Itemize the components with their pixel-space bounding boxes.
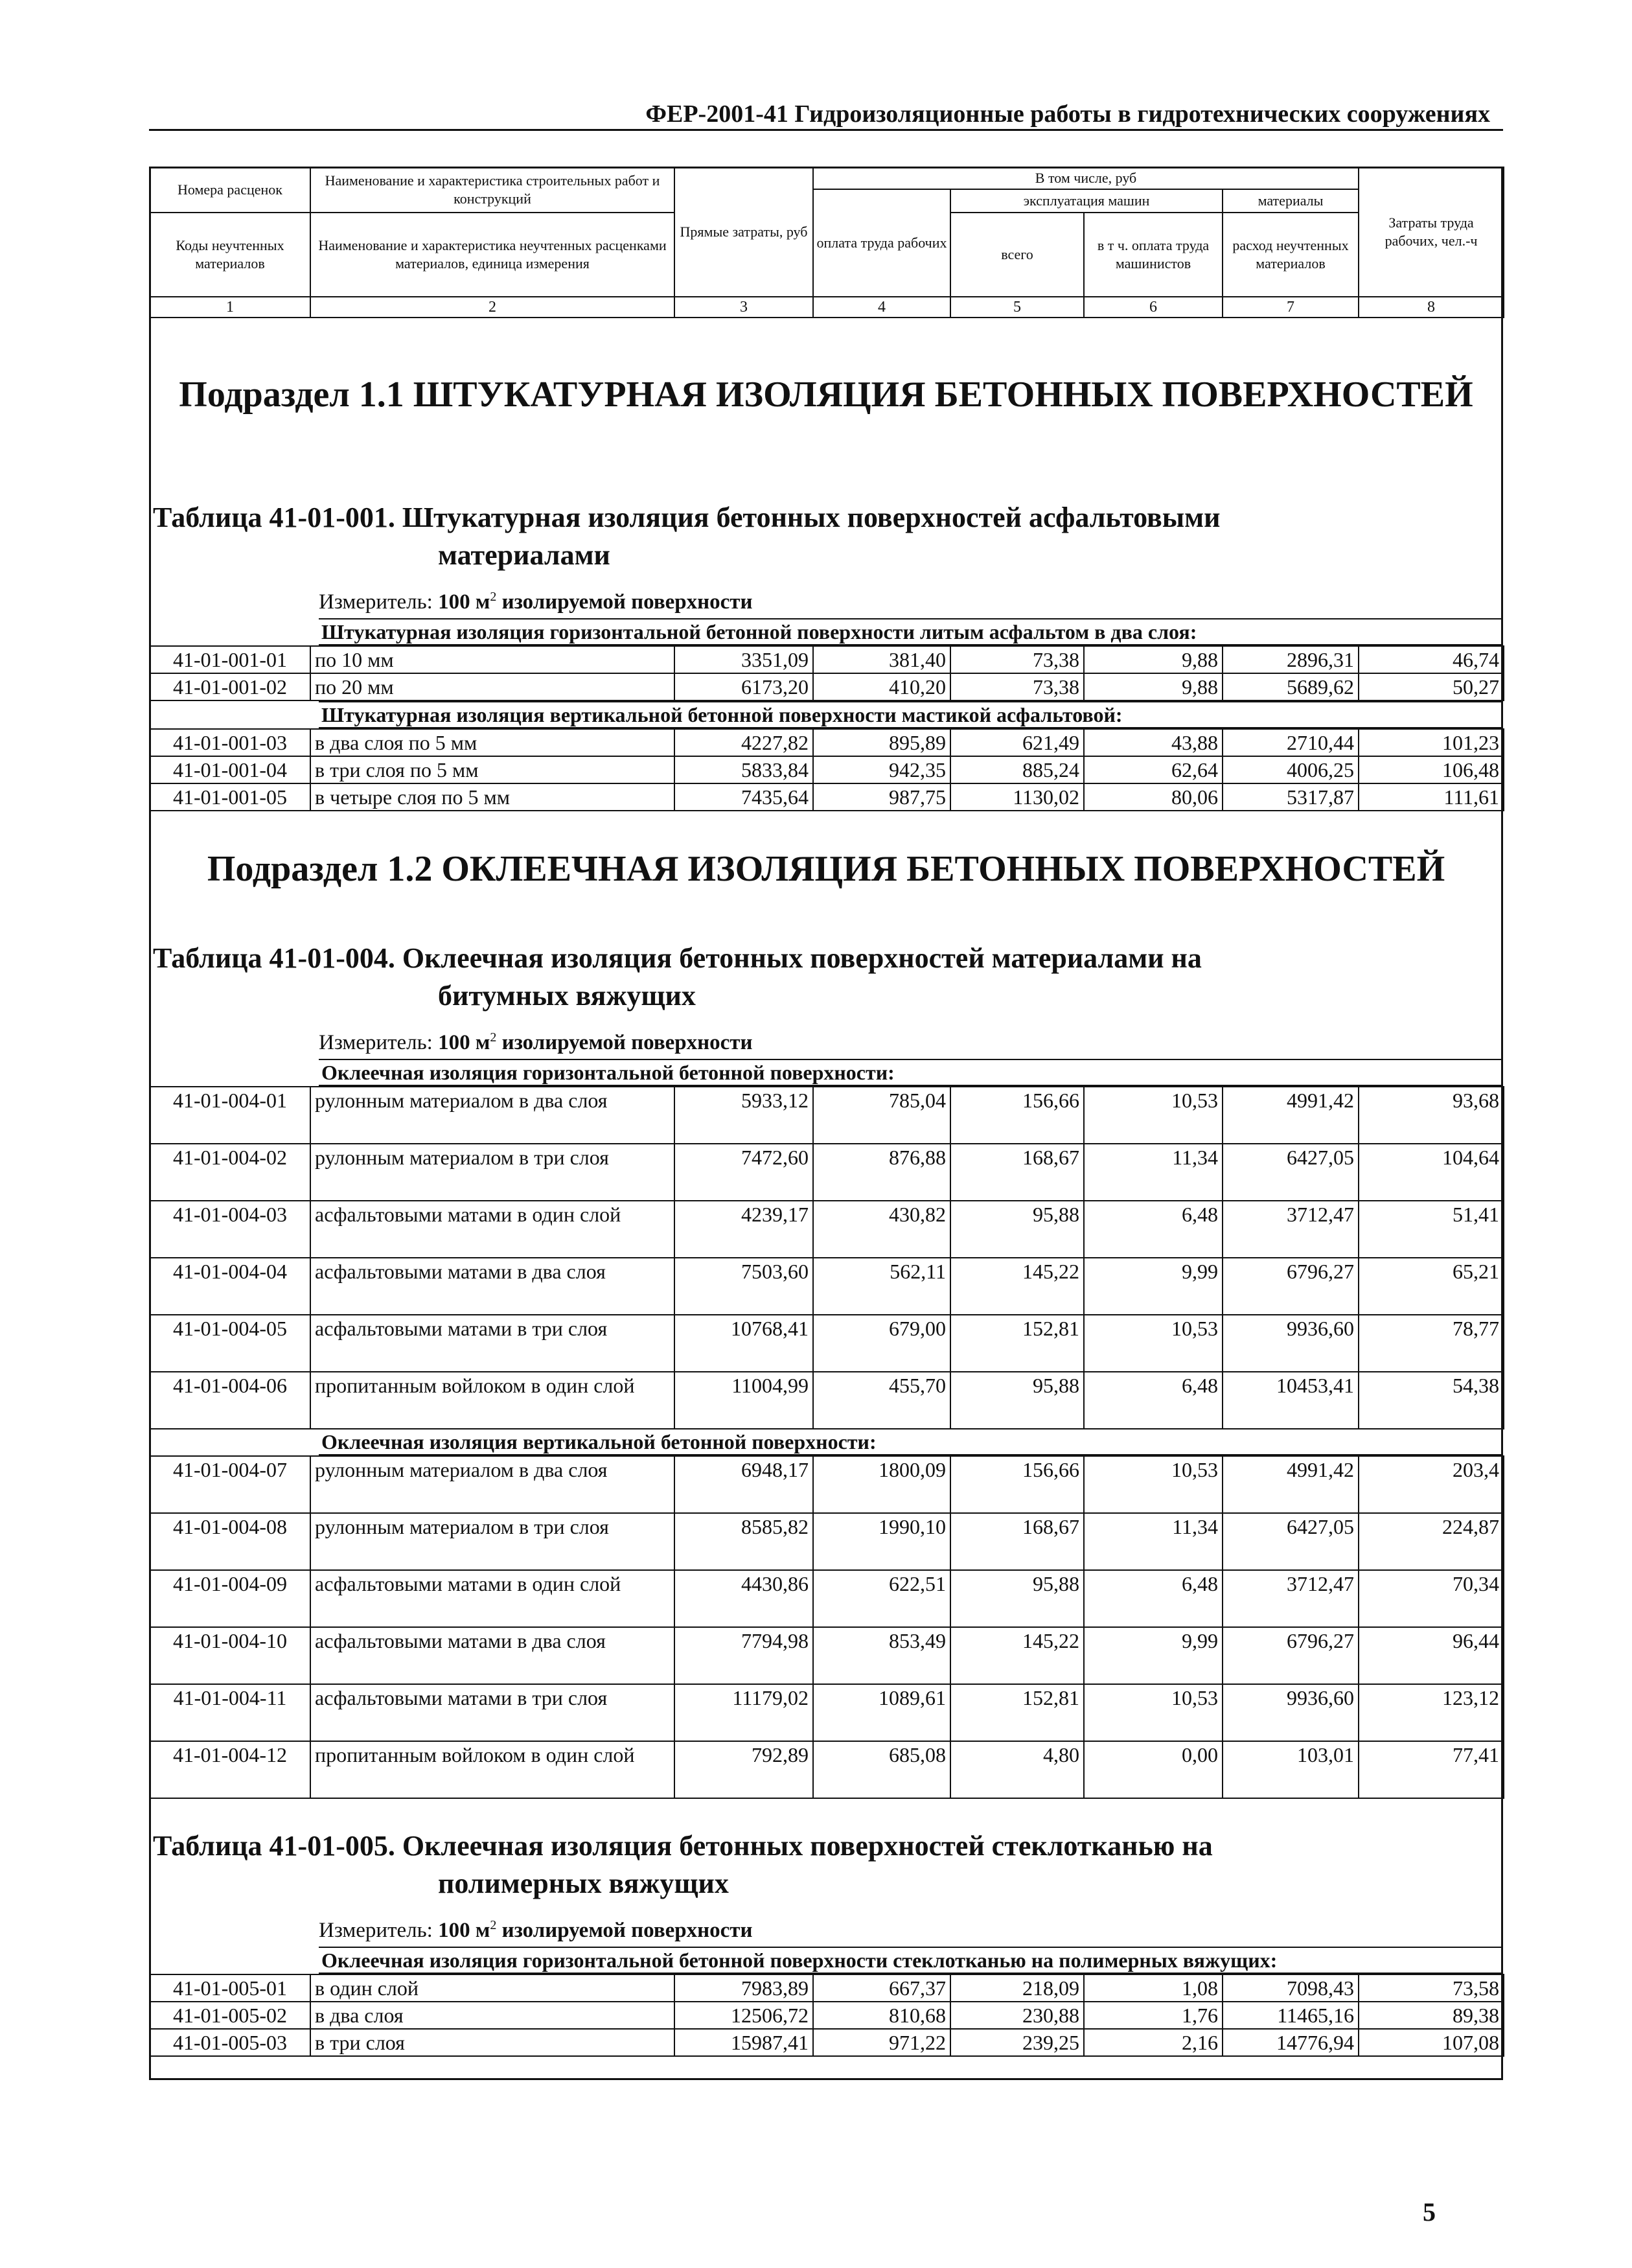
work-name-cell: по 20 мм [310,673,674,700]
value-cell-c5: 1130,02 [950,783,1084,811]
work-name-cell: в два слоя по 5 мм [310,729,674,756]
rate-code-cell: 41-01-004-02 [150,1144,310,1201]
value-cell-c4: 971,22 [813,2029,950,2056]
value-cell-c6: 6,48 [1084,1372,1223,1429]
work-name-cell: в три слоя [310,2029,674,2056]
value-cell-c8: 101,23 [1359,729,1504,756]
value-cell-c6: 0,00 [1084,1741,1223,1798]
subheading: Штукатурная изоляция горизонтальной бетонной поверхности литым асфальтом в два слоя: [319,618,1503,645]
value-cell-c8: 203,4 [1359,1456,1504,1513]
table-row [150,783,1504,811]
measure-value: 100 м [438,1919,490,1942]
value-cell-c6: 6,48 [1084,1570,1223,1627]
value-cell-c7: 9936,60 [1223,1315,1359,1372]
rate-code-cell: 41-01-001-01 [150,646,310,673]
value-cell-c5: 218,09 [950,1974,1084,2002]
rates-table [149,1974,1504,2057]
rate-code-cell: 41-01-001-02 [150,673,310,700]
measure-rest: изолируемой поверхности [496,590,753,614]
col-2-bottom-label: Наименование и характеристика неучтенных расценками материалов, единица измерения [310,213,674,297]
rate-code-cell: 41-01-004-03 [150,1201,310,1258]
value-cell-c8: 96,44 [1359,1627,1504,1684]
table-row [150,756,1504,783]
value-cell-c5: 4,80 [950,1741,1084,1798]
value-cell-c4: 853,49 [813,1627,950,1684]
value-cell-c6: 10,53 [1084,1087,1223,1144]
measure-prefix: Измеритель: [319,1919,439,1942]
value-cell-c5: 885,24 [950,756,1084,783]
value-cell-c6: 9,88 [1084,673,1223,700]
table-row [150,729,1504,756]
rate-code-cell: 41-01-005-01 [150,1974,310,2002]
col-number: 4 [813,297,950,318]
measure-prefix: Измеритель: [319,1031,439,1054]
value-cell-c8: 65,21 [1359,1258,1504,1315]
table-row [150,2029,1504,2056]
value-cell-c3: 11004,99 [674,1372,813,1429]
table-row [150,1741,1504,1798]
value-cell-c3: 4227,82 [674,729,813,756]
value-cell-c3: 6948,17 [674,1456,813,1513]
value-cell-c7: 4991,42 [1223,1456,1359,1513]
col-8-label: Затраты труда рабочих, чел.-ч [1359,167,1504,297]
value-cell-c6: 6,48 [1084,1201,1223,1258]
table-title-line-1: Таблица 41-01-004. Оклеечная изоляция бетонных поверхностей материалами на [153,942,1202,974]
col-2-top-label: Наименование и характеристика строительных работ и конструкций [310,167,674,213]
value-cell-c8: 123,12 [1359,1684,1504,1741]
value-cell-c4: 381,40 [813,646,950,673]
col-5-label: всего [950,213,1084,297]
table-row [150,1258,1504,1315]
work-name-cell: асфальтовыми матами в один слой [310,1201,674,1258]
value-cell-c6: 11,34 [1084,1144,1223,1201]
value-cell-c7: 6796,27 [1223,1627,1359,1684]
measure-rest: изолируемой поверхности [496,1031,753,1054]
col-7-label: расход неучтенных материалов [1223,213,1359,297]
value-cell-c6: 11,34 [1084,1513,1223,1570]
value-cell-c3: 8585,82 [674,1513,813,1570]
measure-unit [319,1918,753,1943]
value-cell-c7: 3712,47 [1223,1201,1359,1258]
work-name-cell: асфальтовыми матами в один слой [310,1570,674,1627]
subheading: Штукатурная изоляция вертикальной бетонной поверхности мастикой асфальтовой: [319,701,1503,728]
value-cell-c6: 43,88 [1084,729,1223,756]
value-cell-c3: 7794,98 [674,1627,813,1684]
rate-code-cell: 41-01-001-05 [150,783,310,811]
value-cell-c7: 5689,62 [1223,673,1359,700]
materials-header-label: материалы [1223,189,1359,213]
value-cell-c6: 2,16 [1084,2029,1223,2056]
value-cell-c7: 11465,16 [1223,2002,1359,2029]
subheading: Оклеечная изоляция вертикальной бетонной поверхности: [319,1428,1503,1455]
value-cell-c6: 80,06 [1084,783,1223,811]
col-3-label: Прямые затраты, руб [674,167,813,297]
work-name-cell: асфальтовыми матами в три слоя [310,1315,674,1372]
value-cell-c4: 987,75 [813,783,950,811]
value-cell-c3: 4239,17 [674,1201,813,1258]
measure-prefix: Измеритель: [319,590,439,614]
value-cell-c6: 10,53 [1084,1684,1223,1741]
value-cell-c8: 106,48 [1359,756,1504,783]
work-name-cell: пропитанным войлоком в один слой [310,1372,674,1429]
value-cell-c8: 51,41 [1359,1201,1504,1258]
table-41-01-001-title [153,499,1500,574]
col-number: 2 [310,297,674,318]
subheading: Оклеечная изоляция горизонтальной бетонной поверхности: [319,1059,1503,1086]
value-cell-c5: 156,66 [950,1456,1084,1513]
value-cell-c5: 621,49 [950,729,1084,756]
value-cell-c5: 95,88 [950,1570,1084,1627]
value-cell-c7: 103,01 [1223,1741,1359,1798]
table-title-line-1: Таблица 41-01-001. Штукатурная изоляция бетонных поверхностей асфальтовыми [153,502,1221,533]
value-cell-c5: 152,81 [950,1315,1084,1372]
value-cell-c5: 156,66 [950,1087,1084,1144]
group-header-label: В том числе, руб [813,167,1359,189]
subheading: Оклеечная изоляция горизонтальной бетонной поверхности стеклотканью на полимерных вяжущих: [319,1947,1503,1974]
value-cell-c4: 562,11 [813,1258,950,1315]
value-cell-c5: 145,22 [950,1627,1084,1684]
value-cell-c6: 62,64 [1084,756,1223,783]
work-name-cell: в четыре слоя по 5 мм [310,783,674,811]
table-row [150,1372,1504,1429]
work-name-cell: асфальтовыми матами в два слоя [310,1627,674,1684]
rate-code-cell: 41-01-004-12 [150,1741,310,1798]
rate-code-cell: 41-01-004-04 [150,1258,310,1315]
value-cell-c8: 50,27 [1359,673,1504,700]
value-cell-c3: 12506,72 [674,2002,813,2029]
work-name-cell: в три слоя по 5 мм [310,756,674,783]
value-cell-c8: 111,61 [1359,783,1504,811]
rate-code-cell: 41-01-005-03 [150,2029,310,2056]
value-cell-c7: 6796,27 [1223,1258,1359,1315]
value-cell-c4: 430,82 [813,1201,950,1258]
rate-code-cell: 41-01-004-11 [150,1684,310,1741]
value-cell-c5: 95,88 [950,1201,1084,1258]
value-cell-c7: 3712,47 [1223,1570,1359,1627]
rates-table [149,645,1504,701]
value-cell-c6: 1,76 [1084,2002,1223,2029]
value-cell-c7: 7098,43 [1223,1974,1359,2002]
value-cell-c6: 9,88 [1084,646,1223,673]
rate-code-cell: 41-01-004-08 [150,1513,310,1570]
value-cell-c5: 73,38 [950,673,1084,700]
value-cell-c4: 667,37 [813,1974,950,2002]
work-name-cell: рулонным материалом в три слоя [310,1513,674,1570]
value-cell-c3: 3351,09 [674,646,813,673]
value-cell-c6: 10,53 [1084,1456,1223,1513]
value-cell-c5: 168,67 [950,1513,1084,1570]
col-4-label: оплата труда рабочих [813,189,950,297]
value-cell-c3: 5933,12 [674,1087,813,1144]
value-cell-c3: 4430,86 [674,1570,813,1627]
col-number: 3 [674,297,813,318]
value-cell-c3: 10768,41 [674,1315,813,1372]
work-name-cell: рулонным материалом в два слоя [310,1087,674,1144]
value-cell-c4: 622,51 [813,1570,950,1627]
rates-table [149,1086,1504,1429]
rate-code-cell: 41-01-004-06 [150,1372,310,1429]
value-cell-c3: 792,89 [674,1741,813,1798]
table-row [150,1315,1504,1372]
value-cell-c7: 14776,94 [1223,2029,1359,2056]
section-1-2-title [149,848,1503,891]
value-cell-c4: 455,70 [813,1372,950,1429]
value-cell-c3: 11179,02 [674,1684,813,1741]
col-number: 5 [950,297,1084,318]
work-name-cell: по 10 мм [310,646,674,673]
value-cell-c3: 7983,89 [674,1974,813,2002]
value-cell-c5: 230,88 [950,2002,1084,2029]
value-cell-c4: 685,08 [813,1741,950,1798]
value-cell-c3: 15987,41 [674,2029,813,2056]
col-1-bottom-label: Коды неучтенных материалов [150,213,310,297]
value-cell-c8: 93,68 [1359,1087,1504,1144]
work-name-cell: в один слой [310,1974,674,2002]
table-title-line-2: битумных вяжущих [438,980,696,1012]
value-cell-c5: 152,81 [950,1684,1084,1741]
table-row [150,1087,1504,1144]
value-cell-c7: 4991,42 [1223,1087,1359,1144]
value-cell-c3: 7503,60 [674,1258,813,1315]
table-row [150,1974,1504,2002]
value-cell-c3: 6173,20 [674,673,813,700]
rate-code-cell: 41-01-004-09 [150,1570,310,1627]
rate-code-cell: 41-01-001-03 [150,729,310,756]
value-cell-c4: 1990,10 [813,1513,950,1570]
value-cell-c8: 70,34 [1359,1570,1504,1627]
value-cell-c6: 9,99 [1084,1258,1223,1315]
value-cell-c3: 7472,60 [674,1144,813,1201]
table-row [150,1570,1504,1627]
table-title-line-2: материалами [438,539,610,572]
value-cell-c7: 6427,05 [1223,1513,1359,1570]
table-row [150,1144,1504,1201]
value-cell-c5: 145,22 [950,1258,1084,1315]
table-row [150,646,1504,673]
table-row [150,1684,1504,1741]
measure-unit [319,1030,753,1055]
col-1-top-label: Номера расценок [150,167,310,213]
rate-code-cell: 41-01-004-07 [150,1456,310,1513]
rates-table [149,728,1504,811]
value-cell-c4: 810,68 [813,2002,950,2029]
value-cell-c6: 1,08 [1084,1974,1223,2002]
measure-sup: 2 [490,1030,497,1045]
value-cell-c3: 5833,84 [674,756,813,783]
value-cell-c8: 73,58 [1359,1974,1504,2002]
section-1-1-title [149,373,1503,417]
table-title-line-2: полимерных вяжущих [438,1868,729,1900]
value-cell-c4: 410,20 [813,673,950,700]
value-cell-c5: 168,67 [950,1144,1084,1201]
value-cell-c7: 5317,87 [1223,783,1359,811]
measure-sup: 2 [490,590,497,604]
table-row [150,2002,1504,2029]
measure-value: 100 м [438,1031,490,1054]
col-6-label: в т ч. оплата труда машинистов [1084,213,1223,297]
rate-code-cell: 41-01-004-05 [150,1315,310,1372]
value-cell-c6: 9,99 [1084,1627,1223,1684]
work-name-cell: пропитанным войлоком в один слой [310,1741,674,1798]
value-cell-c4: 942,35 [813,756,950,783]
work-name-cell: асфальтовыми матами в два слоя [310,1258,674,1315]
value-cell-c8: 77,41 [1359,1741,1504,1798]
machines-header-label: эксплуатация машин [950,189,1223,213]
value-cell-c4: 1800,09 [813,1456,950,1513]
section-1-1-title-text: Подраздел 1.1 ШТУКАТУРНАЯ ИЗОЛЯЦИЯ БЕТОННЫХ ПОВЕРХНОСТЕЙ [179,375,1473,415]
table-41-01-004-title [153,940,1500,1015]
value-cell-c5: 239,25 [950,2029,1084,2056]
value-cell-c3: 7435,64 [674,783,813,811]
measure-rest: изолируемой поверхности [496,1919,753,1942]
rate-code-cell: 41-01-005-02 [150,2002,310,2029]
measure-value: 100 м [438,590,490,614]
value-cell-c8: 107,08 [1359,2029,1504,2056]
value-cell-c4: 895,89 [813,729,950,756]
value-cell-c8: 46,74 [1359,646,1504,673]
value-cell-c7: 2896,31 [1223,646,1359,673]
work-name-cell: асфальтовыми матами в три слоя [310,1684,674,1741]
measure-sup: 2 [490,1918,497,1932]
measure-unit [319,590,753,614]
value-cell-c7: 9936,60 [1223,1684,1359,1741]
value-cell-c8: 89,38 [1359,2002,1504,2029]
table-row [150,1201,1504,1258]
value-cell-c4: 1089,61 [813,1684,950,1741]
value-cell-c7: 10453,41 [1223,1372,1359,1429]
col-number: 1 [150,297,310,318]
table-row [150,673,1504,700]
col-number: 8 [1359,297,1504,318]
value-cell-c7: 6427,05 [1223,1144,1359,1201]
table-title-line-1: Таблица 41-01-005. Оклеечная изоляция бетонных поверхностей стеклотканью на [153,1830,1213,1862]
column-header-table [149,167,1504,318]
table-row [150,1627,1504,1684]
value-cell-c8: 54,38 [1359,1372,1504,1429]
col-number: 7 [1223,297,1359,318]
col-number: 6 [1084,297,1223,318]
table-row [150,1513,1504,1570]
work-name-cell: рулонным материалом в два слоя [310,1456,674,1513]
value-cell-c4: 785,04 [813,1087,950,1144]
value-cell-c5: 73,38 [950,646,1084,673]
value-cell-c4: 679,00 [813,1315,950,1372]
value-cell-c7: 4006,25 [1223,756,1359,783]
rate-code-cell: 41-01-001-04 [150,756,310,783]
table-row [150,1456,1504,1513]
section-1-2-title-text: Подраздел 1.2 ОКЛЕЕЧНАЯ ИЗОЛЯЦИЯ БЕТОННЫХ ПОВЕРХНОСТЕЙ [207,849,1445,889]
value-cell-c8: 224,87 [1359,1513,1504,1570]
page-number: 5 [1423,2197,1436,2227]
work-name-cell: в два слоя [310,2002,674,2029]
value-cell-c8: 104,64 [1359,1144,1504,1201]
rate-code-cell: 41-01-004-01 [150,1087,310,1144]
rate-code-cell: 41-01-004-10 [150,1627,310,1684]
value-cell-c5: 95,88 [950,1372,1084,1429]
rates-table [149,1455,1504,1799]
table-41-01-005-title [153,1827,1500,1903]
value-cell-c7: 2710,44 [1223,729,1359,756]
document-header-title: ФЕР-2001-41 Гидроизоляционные работы в гидротехнических сооружениях [149,97,1503,131]
work-name-cell: рулонным материалом в три слоя [310,1144,674,1201]
value-cell-c8: 78,77 [1359,1315,1504,1372]
value-cell-c6: 10,53 [1084,1315,1223,1372]
value-cell-c4: 876,88 [813,1144,950,1201]
